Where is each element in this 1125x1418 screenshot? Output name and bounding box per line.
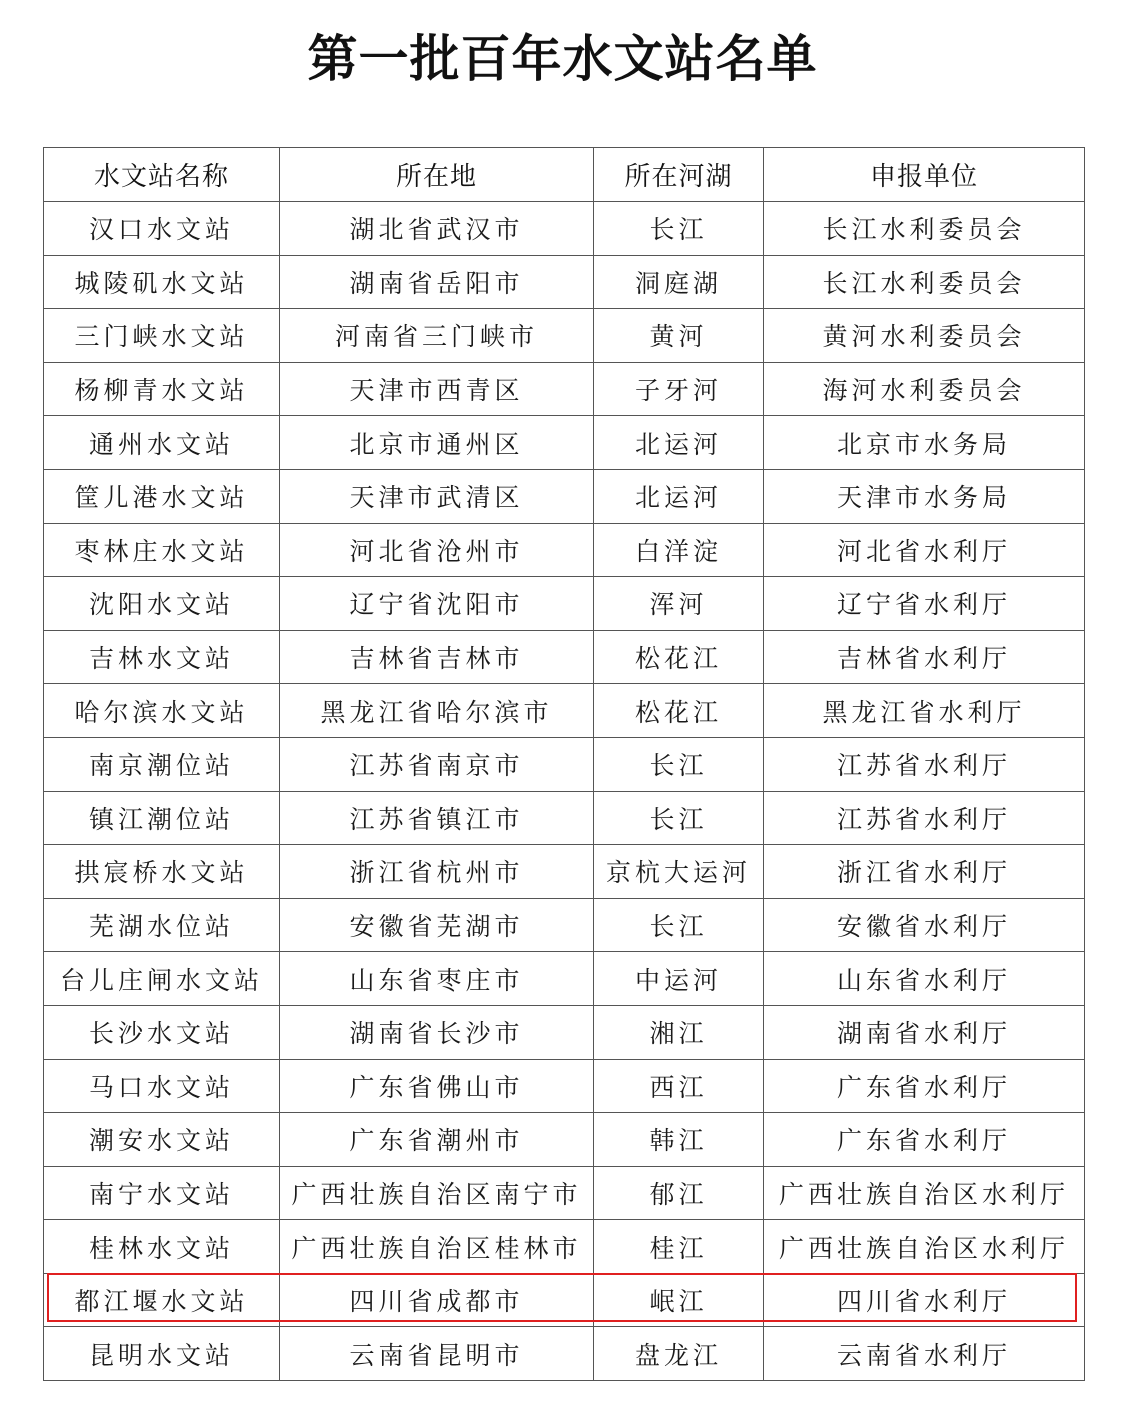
location-cell: 天津市武清区 — [280, 469, 594, 523]
river-lake-cell: 京杭大运河 — [594, 845, 764, 899]
river-lake-cell: 松花江 — [594, 684, 764, 738]
table-row — [44, 202, 1085, 256]
reporting-unit-cell: 黄河水利委员会 — [764, 309, 1085, 363]
station-name-cell: 枣林庄水文站 — [44, 523, 280, 577]
reporting-unit-cell: 辽宁省水利厅 — [764, 577, 1085, 631]
river-lake-cell: 湘江 — [594, 1005, 764, 1059]
station-name-cell: 镇江潮位站 — [44, 791, 280, 845]
reporting-unit-cell: 天津市水务局 — [764, 469, 1085, 523]
header-station-name: 水文站名称 — [44, 148, 280, 202]
river-lake-cell: 黄河 — [594, 309, 764, 363]
table-header-row — [44, 148, 1085, 202]
river-lake-cell: 白洋淀 — [594, 523, 764, 577]
reporting-unit-cell: 四川省水利厅 — [764, 1273, 1085, 1327]
table-row — [44, 309, 1085, 363]
station-name-cell: 桂林水文站 — [44, 1220, 280, 1274]
reporting-unit-cell: 北京市水务局 — [764, 416, 1085, 470]
table-header — [44, 148, 1085, 202]
table-row — [44, 255, 1085, 309]
location-cell: 北京市通州区 — [280, 416, 594, 470]
river-lake-cell: 北运河 — [594, 469, 764, 523]
river-lake-cell: 松花江 — [594, 630, 764, 684]
reporting-unit-cell: 河北省水利厅 — [764, 523, 1085, 577]
table-row — [44, 577, 1085, 631]
table-row — [44, 362, 1085, 416]
station-table — [43, 147, 1085, 1381]
reporting-unit-cell: 长江水利委员会 — [764, 202, 1085, 256]
reporting-unit-cell: 江苏省水利厅 — [764, 737, 1085, 791]
location-cell: 四川省成都市 — [280, 1273, 594, 1327]
station-name-cell: 芜湖水位站 — [44, 898, 280, 952]
station-name-cell: 拱宸桥水文站 — [44, 845, 280, 899]
reporting-unit-cell: 山东省水利厅 — [764, 952, 1085, 1006]
station-name-cell: 筐儿港水文站 — [44, 469, 280, 523]
location-cell: 江苏省南京市 — [280, 737, 594, 791]
table-row — [44, 523, 1085, 577]
reporting-unit-cell: 浙江省水利厅 — [764, 845, 1085, 899]
river-lake-cell: 长江 — [594, 898, 764, 952]
river-lake-cell: 浑河 — [594, 577, 764, 631]
station-name-cell: 沈阳水文站 — [44, 577, 280, 631]
location-cell: 吉林省吉林市 — [280, 630, 594, 684]
table-row — [44, 630, 1085, 684]
location-cell: 河北省沧州市 — [280, 523, 594, 577]
river-lake-cell: 子牙河 — [594, 362, 764, 416]
station-name-cell: 台儿庄闸水文站 — [44, 952, 280, 1006]
station-name-cell: 城陵矶水文站 — [44, 255, 280, 309]
reporting-unit-cell: 广西壮族自治区水利厅 — [764, 1166, 1085, 1220]
reporting-unit-cell: 长江水利委员会 — [764, 255, 1085, 309]
table-row — [44, 684, 1085, 738]
station-name-cell: 三门峡水文站 — [44, 309, 280, 363]
location-cell: 河南省三门峡市 — [280, 309, 594, 363]
table-row — [44, 469, 1085, 523]
station-name-cell: 通州水文站 — [44, 416, 280, 470]
station-name-cell: 汉口水文站 — [44, 202, 280, 256]
table-row — [44, 1327, 1085, 1381]
table-row — [44, 1005, 1085, 1059]
river-lake-cell: 中运河 — [594, 952, 764, 1006]
document-title: 第一批百年水文站名单 — [307, 29, 818, 88]
table-row — [44, 737, 1085, 791]
station-name-cell: 昆明水文站 — [44, 1327, 280, 1381]
river-lake-cell: 洞庭湖 — [594, 255, 764, 309]
location-cell: 天津市西青区 — [280, 362, 594, 416]
table-row — [44, 1273, 1085, 1327]
river-lake-cell: 长江 — [594, 791, 764, 845]
station-name-cell: 哈尔滨水文站 — [44, 684, 280, 738]
table-body — [44, 202, 1085, 1381]
location-cell: 广东省佛山市 — [280, 1059, 594, 1113]
station-name-cell: 吉林水文站 — [44, 630, 280, 684]
station-name-cell: 杨柳青水文站 — [44, 362, 280, 416]
location-cell: 云南省昆明市 — [280, 1327, 594, 1381]
river-lake-cell: 韩江 — [594, 1113, 764, 1167]
header-river-lake: 所在河湖 — [594, 148, 764, 202]
reporting-unit-cell: 湖南省水利厅 — [764, 1005, 1085, 1059]
location-cell: 广西壮族自治区桂林市 — [280, 1220, 594, 1274]
reporting-unit-cell: 云南省水利厅 — [764, 1327, 1085, 1381]
reporting-unit-cell: 广东省水利厅 — [764, 1059, 1085, 1113]
table-row — [44, 845, 1085, 899]
river-lake-cell: 桂江 — [594, 1220, 764, 1274]
river-lake-cell: 北运河 — [594, 416, 764, 470]
table-row — [44, 1059, 1085, 1113]
river-lake-cell: 岷江 — [594, 1273, 764, 1327]
reporting-unit-cell: 广西壮族自治区水利厅 — [764, 1220, 1085, 1274]
river-lake-cell: 西江 — [594, 1059, 764, 1113]
location-cell: 浙江省杭州市 — [280, 845, 594, 899]
reporting-unit-cell: 海河水利委员会 — [764, 362, 1085, 416]
table-row — [44, 791, 1085, 845]
river-lake-cell: 长江 — [594, 202, 764, 256]
location-cell: 湖南省长沙市 — [280, 1005, 594, 1059]
reporting-unit-cell: 广东省水利厅 — [764, 1113, 1085, 1167]
location-cell: 山东省枣庄市 — [280, 952, 594, 1006]
location-cell: 湖南省岳阳市 — [280, 255, 594, 309]
river-lake-cell: 长江 — [594, 737, 764, 791]
table-row — [44, 898, 1085, 952]
location-cell: 黑龙江省哈尔滨市 — [280, 684, 594, 738]
location-cell: 广西壮族自治区南宁市 — [280, 1166, 594, 1220]
station-name-cell: 南京潮位站 — [44, 737, 280, 791]
location-cell: 湖北省武汉市 — [280, 202, 594, 256]
station-name-cell: 都江堰水文站 — [44, 1273, 280, 1327]
river-lake-cell: 郁江 — [594, 1166, 764, 1220]
header-reporting-unit: 申报单位 — [764, 148, 1085, 202]
location-cell: 安徽省芜湖市 — [280, 898, 594, 952]
location-cell: 江苏省镇江市 — [280, 791, 594, 845]
station-name-cell: 马口水文站 — [44, 1059, 280, 1113]
river-lake-cell: 盘龙江 — [594, 1327, 764, 1381]
table-row — [44, 1166, 1085, 1220]
reporting-unit-cell: 安徽省水利厅 — [764, 898, 1085, 952]
table-row — [44, 416, 1085, 470]
table-row — [44, 1220, 1085, 1274]
reporting-unit-cell: 黑龙江省水利厅 — [764, 684, 1085, 738]
reporting-unit-cell: 吉林省水利厅 — [764, 630, 1085, 684]
reporting-unit-cell: 江苏省水利厅 — [764, 791, 1085, 845]
station-name-cell: 南宁水文站 — [44, 1166, 280, 1220]
location-cell: 辽宁省沈阳市 — [280, 577, 594, 631]
station-name-cell: 潮安水文站 — [44, 1113, 280, 1167]
location-cell: 广东省潮州市 — [280, 1113, 594, 1167]
station-name-cell: 长沙水文站 — [44, 1005, 280, 1059]
header-location: 所在地 — [280, 148, 594, 202]
table-row — [44, 952, 1085, 1006]
table-row — [44, 1113, 1085, 1167]
